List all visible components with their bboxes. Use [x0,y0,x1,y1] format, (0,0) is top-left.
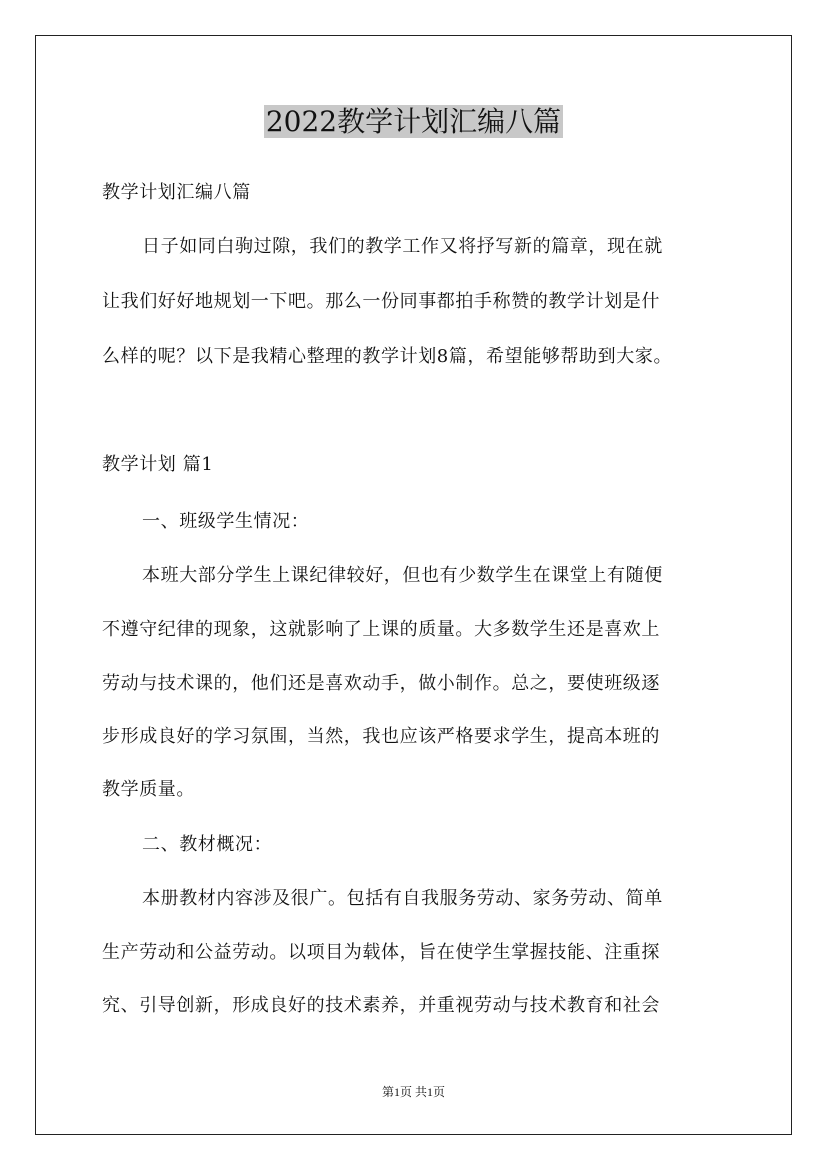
intro-line-2: 让我们好好地规划一下吧。那么一份同事都拍手称赞的教学计划是什 [102,291,660,312]
document-title [0,100,827,144]
part2-line-1: 本册教材内容涉及很广。包括有自我服务劳动、家务劳动、简单 [142,888,663,909]
part2-line-2: 生产劳动和公益劳动。以项目为载体，旨在使学生掌握技能、注重探 [102,942,660,963]
part1-line-1: 本班大部分学生上课纪律较好，但也有少数学生在课堂上有随便 [142,565,663,586]
part2-heading: 二、教材概况： [142,834,273,855]
subtitle: 教学计划汇编八篇 [102,182,251,203]
page-footer: 第1页 共1页 [381,1085,445,1099]
part2-line-3: 究、引导创新，形成良好的技术素养，并重视劳动与技术教育和社会 [102,995,660,1016]
section-heading: 教学计划 篇1 [102,454,214,475]
part1-heading: 一、班级学生情况： [142,511,310,532]
part1-line-4: 步形成良好的学习氛围，当然，我也应该严格要求学生，提高本班的 [102,726,660,747]
part1-line-5: 教学质量。 [102,779,195,800]
part1-line-2: 不遵守纪律的现象，这就影响了上课的质量。大多数学生还是喜欢上 [102,619,660,640]
intro-line-3: 么样的呢？以下是我精心整理的教学计划8篇，希望能够帮助到大家。 [102,346,673,367]
intro-line-1: 日子如同白驹过隙，我们的教学工作又将抒写新的篇章，现在就 [142,236,663,257]
title-highlight: 2022教学计划汇编八篇 [265,105,562,138]
part1-line-3: 劳动与技术课的，他们还是喜欢动手，做小制作。总之，要使班级逐 [102,673,660,694]
